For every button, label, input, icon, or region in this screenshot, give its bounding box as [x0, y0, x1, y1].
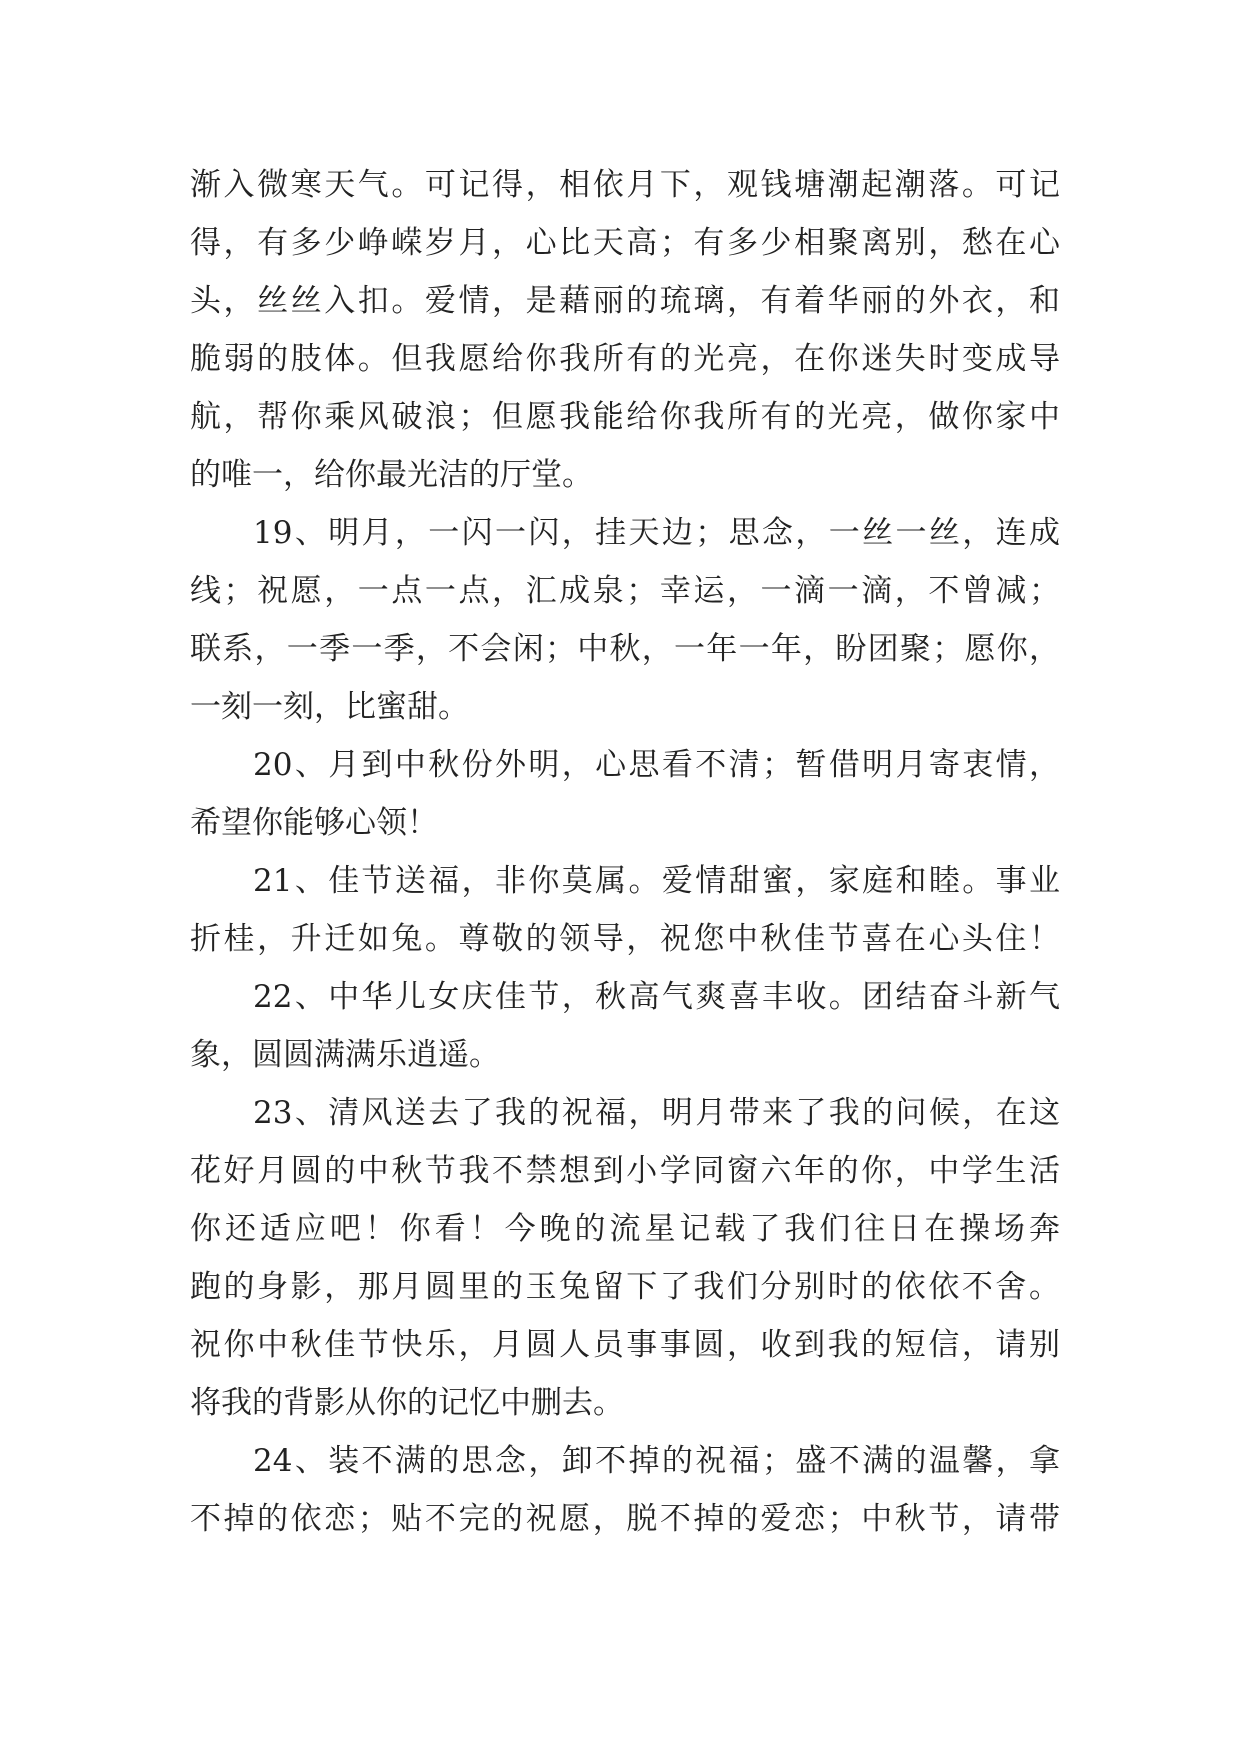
text-line: 渐入微寒天气。可记得，相依月下，观钱塘潮起潮落。可记 [190, 167, 1060, 203]
text-line: 得，有多少峥嵘岁月，心比天高；有多少相聚离别，愁在心 [190, 225, 1060, 261]
text-line: 不掉的依恋；贴不完的祝愿，脱不掉的爱恋；中秋节，请带 [190, 1501, 1060, 1537]
text-line: 折桂，升迁如兔。尊敬的领导，祝您中秋佳节喜在心头住！ [190, 921, 1060, 957]
text-line: 航，帮你乘风破浪；但愿我能给你我所有的光亮，做你家中 [190, 399, 1060, 435]
paragraph-19-start: 19、明月，一闪一闪，挂天边；思念，一丝一丝，连成 [253, 515, 1060, 551]
paragraph-24-start: 24、装不满的思念，卸不掉的祝福；盛不满的温馨，拿 [253, 1443, 1060, 1479]
text-line: 脆弱的肢体。但我愿给你我所有的光亮，在你迷失时变成导 [190, 341, 1060, 377]
text-line: 象，圆圆满满乐逍遥。 [190, 1037, 500, 1073]
text-line: 祝你中秋佳节快乐，月圆人员事事圆，收到我的短信，请别 [190, 1327, 1060, 1363]
text-line: 希望你能够心领！ [190, 805, 438, 841]
text-line: 一刻一刻，比蜜甜。 [190, 689, 469, 725]
text-line: 线；祝愿，一点一点，汇成泉；幸运，一滴一滴，不曾减； [190, 573, 1060, 609]
paragraph-20-start: 20、月到中秋份外明，心思看不清；暂借明月寄衷情， [253, 747, 1060, 783]
text-line: 的唯一，给你最光洁的厅堂。 [190, 457, 593, 493]
text-line: 联系，一季一季，不会闲；中秋，一年一年，盼团聚；愿你， [190, 631, 1060, 667]
text-line: 花好月圆的中秋节我不禁想到小学同窗六年的你，中学生活 [190, 1153, 1060, 1189]
text-line: 将我的背影从你的记忆中删去。 [190, 1385, 624, 1421]
paragraph-22-start: 22、中华儿女庆佳节，秋高气爽喜丰收。团结奋斗新气 [253, 979, 1060, 1015]
paragraph-21-start: 21、佳节送福，非你莫属。爱情甜蜜，家庭和睦。事业 [253, 863, 1060, 899]
text-line: 头，丝丝入扣。爱情，是藉丽的琉璃，有着华丽的外衣，和 [190, 283, 1060, 319]
text-line: 你还适应吧！你看！今晚的流星记载了我们往日在操场奔 [190, 1211, 1060, 1247]
paragraph-23-start: 23、清风送去了我的祝福，明月带来了我的问候，在这 [253, 1095, 1060, 1131]
text-line: 跑的身影，那月圆里的玉兔留下了我们分别时的依依不舍。 [190, 1269, 1060, 1305]
document-body [190, 156, 1060, 1548]
